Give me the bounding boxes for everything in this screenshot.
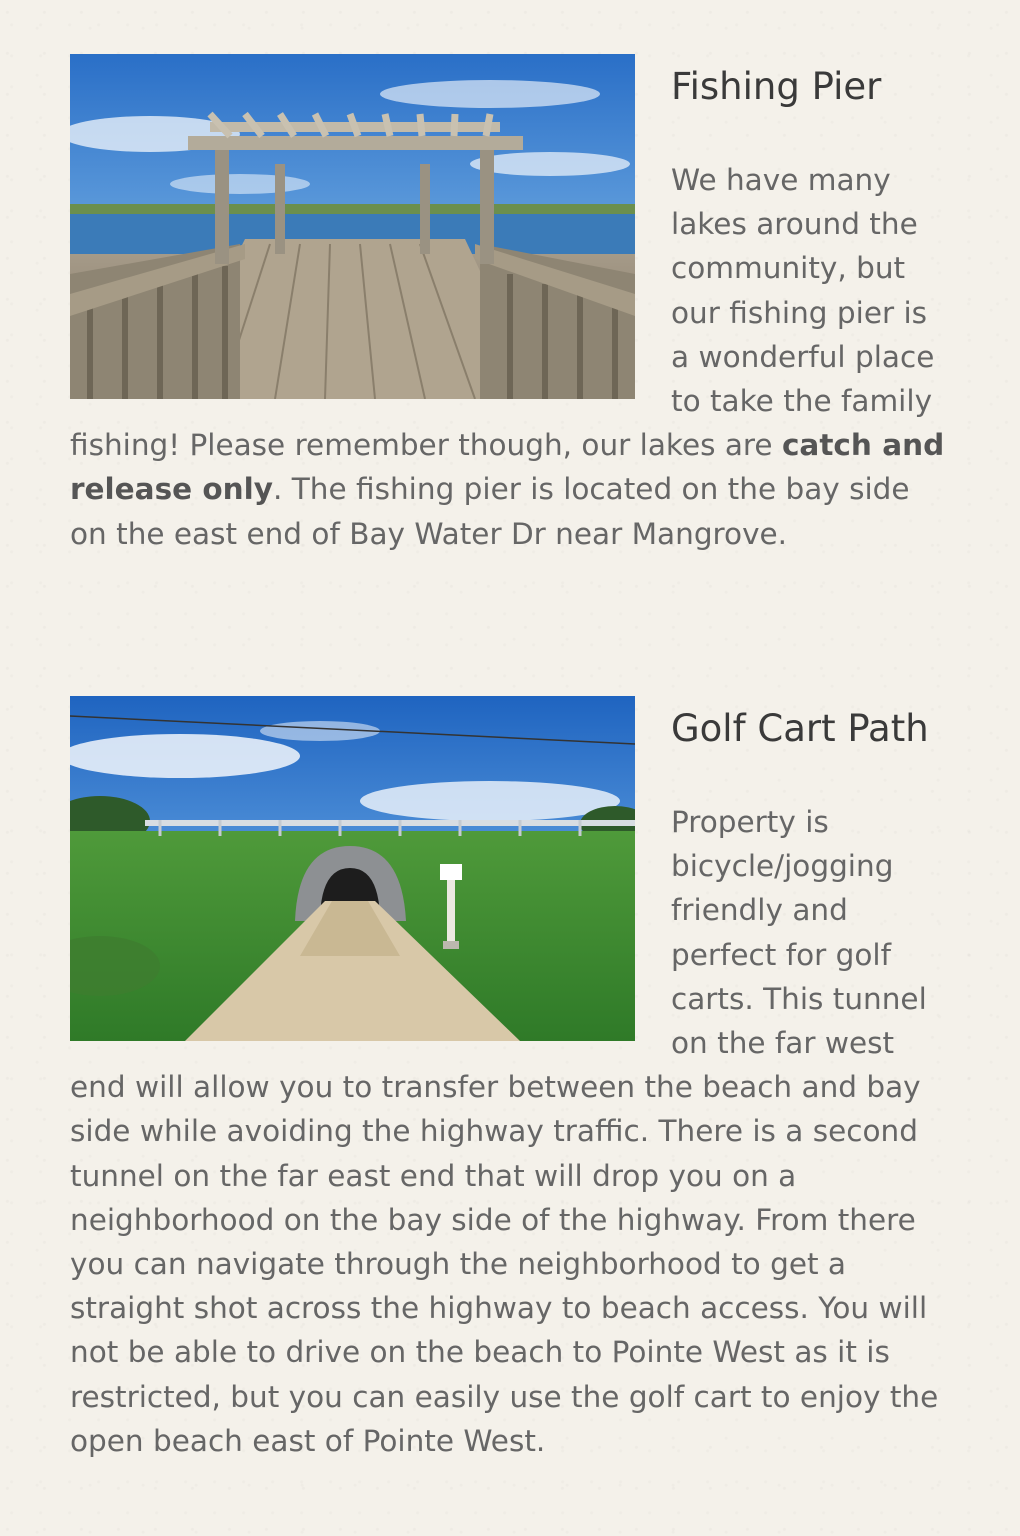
catch-release-emphasis: catch and release only	[70, 428, 945, 507]
fishing-pier-title: Fishing Pier	[671, 65, 882, 108]
golf-cart-path-section	[70, 696, 950, 1463]
fishing-pier-photo	[70, 54, 635, 399]
golf-cart-path-title: Golf Cart Path	[671, 707, 929, 750]
fishing-pier-text-part2: . The fishing pier is located on the bay side on the east end of Bay Water Dr near Mangrove.	[70, 472, 910, 551]
fishing-pier-section	[70, 54, 950, 556]
golf-cart-path-description: Property is bicycle/jogging friendly and perfect for golf carts. This tunnel on the far west end will allow you to transfer between the beach and bay side while avoiding the highway traffic. There is a second tunnel on the far east end that will drop you on a neighborhood on the bay side of the highway. From there you can navigate through the neighborhood to get a straight shot across the highway to beach access. You will not be able to drive on the beach to Pointe West as it is restricted, but you can easily use the golf cart to enjoy the open beach east of Pointe West.	[70, 805, 939, 1458]
golf-cart-tunnel-photo	[70, 696, 635, 1041]
fishing-pier-text-part1: We have many lakes around the community, but our fishing pier is a wonderful place to take the family fishing! Please remember though, our lakes are	[70, 163, 935, 463]
